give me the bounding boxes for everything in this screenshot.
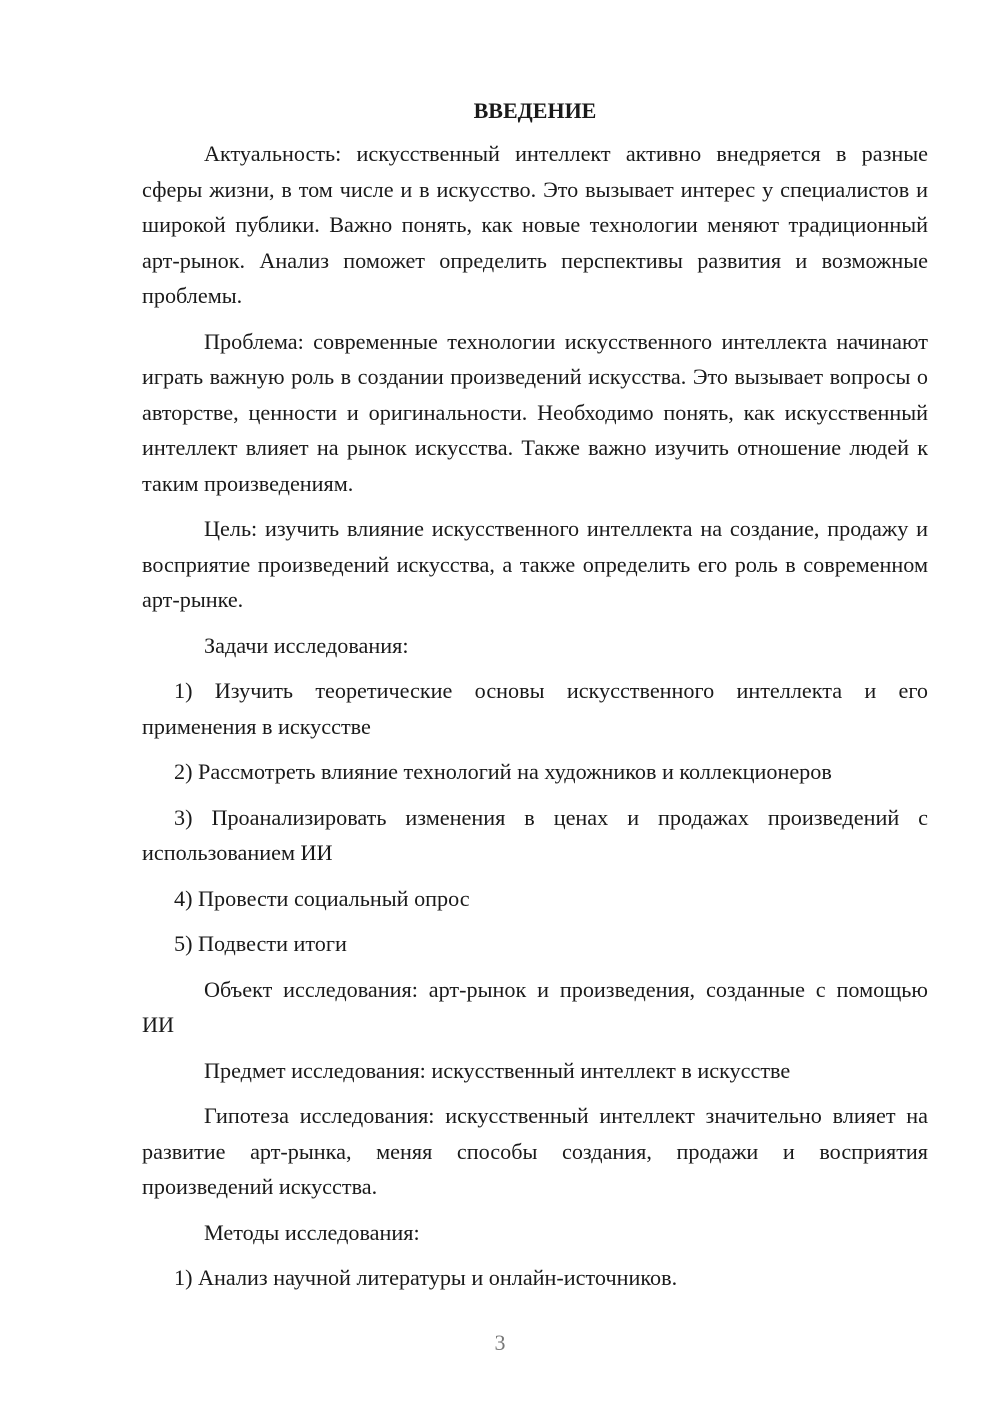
relevance-paragraph: Актуальность: искусственный интеллект активно внедряется в разные сферы жизни, в том числе и в искусство. Это вызывает интерес у специалистов и широкой публики. Важно понять, как новые технологии меняют традиционный арт-рынок. Анализ поможет определить перспективы развития и возможные проблемы. [142, 141, 928, 308]
task-item: 4) Провести социальный опрос [174, 885, 470, 911]
task-item: 5) Подвести итоги [174, 931, 347, 956]
subject-paragraph: Предмет исследования: искусственный интеллект в искусстве [204, 1057, 791, 1083]
method-item: 1) Анализ научной литературы и онлайн-источников. [174, 1265, 678, 1290]
section-title: ВВЕДЕНИЕ [473, 98, 597, 123]
tasks-heading: Задачи исследования: [204, 632, 409, 658]
hypothesis-paragraph: Гипотеза исследования: искусственный интеллект значительно влияет на развитие арт-рынка, меняя способы создания, продажи и восприятия произведений искусства. [142, 1103, 928, 1199]
document-page [142, 96, 928, 1306]
problem-paragraph: Проблема: современные технологии искусственного интеллекта начинают играть важную роль в создании произведений искусства. Это вызывает вопросы о авторстве, ценности и оригинальности. Необходимо понять, как искусственный интеллект влияет на рынок искусства. Также важно изучить отношение людей к таким произведениям. [142, 328, 928, 496]
object-paragraph: Объект исследования: арт-рынок и произведения, созданные с помощью ИИ [142, 976, 928, 1037]
task-item: 1) Изучить теоретические основы искусственного интеллекта и его применения в искусстве [142, 678, 928, 739]
task-item: 2) Рассмотреть влияние технологий на художников и коллекционеров [174, 759, 832, 784]
goal-paragraph: Цель: изучить влияние искусственного интеллекта на создание, продажу и восприятие произведений искусства, а также определить его роль в современном арт-рынке. [142, 516, 928, 612]
methods-heading: Методы исследования: [204, 1219, 420, 1245]
task-item: 3) Проанализировать изменения в ценах и продажах произведений с использованием ИИ [142, 804, 928, 865]
page-number: 3 [494, 1330, 506, 1355]
